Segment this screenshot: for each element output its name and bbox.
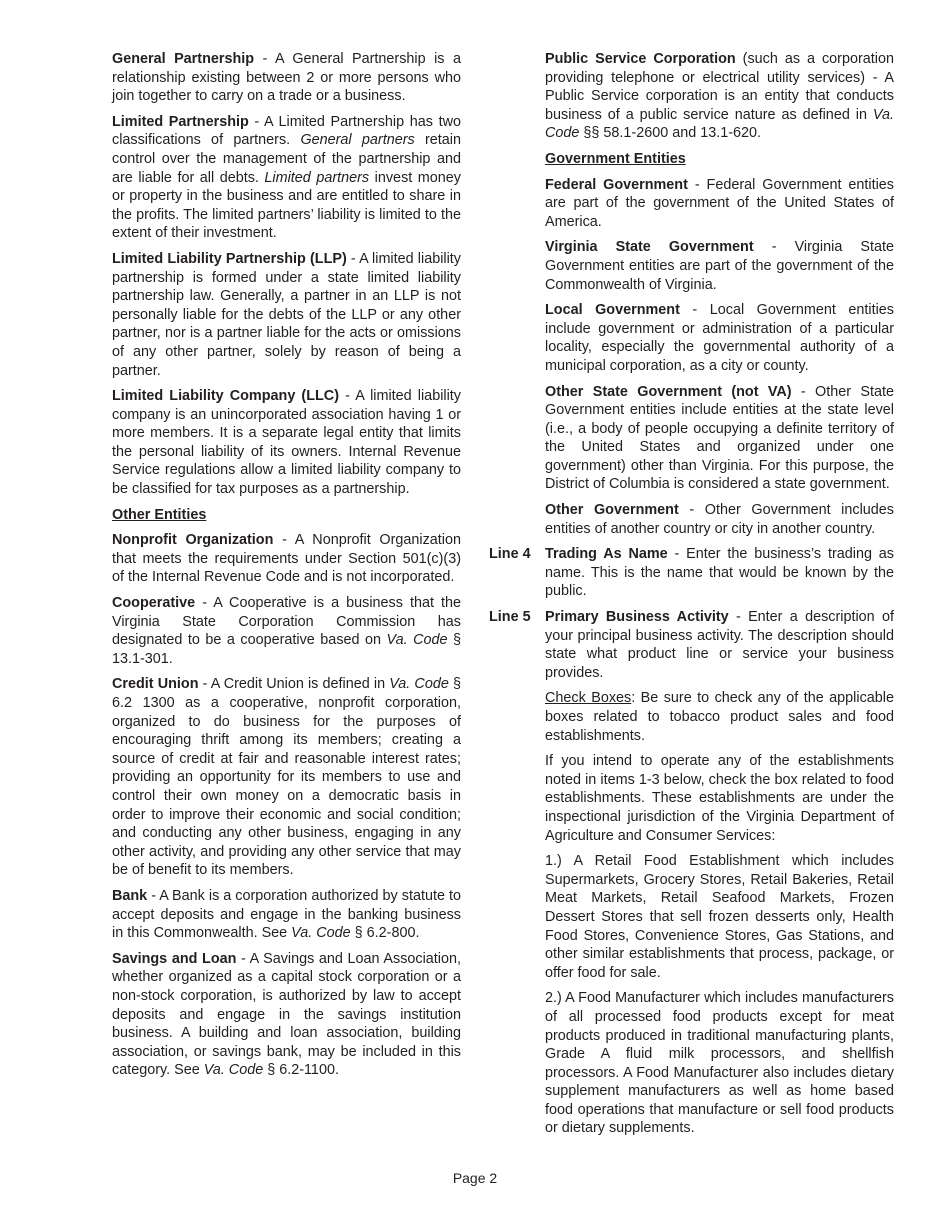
entity-definitions-block [545,50,894,538]
limited-partnership-term: Limited Partnership [112,113,249,130]
limited-partnership-text-3: invest money or property in the business and are entitled to share in the profits. The limited partners’ liability is limited to the extent of their investment. [112,169,461,242]
bank-text-1: - A Bank is a corporation authorized by statute to accept deposits and engage in the banking business in this Commonwealth. See [112,887,461,942]
public-service-text-1: (such as a corporation providing telephone or electrical utility services) - A Public Service corporation is an entity that conducts business of a public service nature as defined in [545,51,894,123]
government-entities-heading: Government Entities [545,150,686,167]
savings-loan-paragraph [112,950,461,1080]
federal-government-text: - Federal Government entities are part of the government of the United States of America. [545,176,894,230]
virginia-government-paragraph [545,238,894,294]
general-partners-italic: General partners [300,132,415,149]
credit-union-term: Credit Union [112,676,199,693]
check-boxes-text: : Be sure to check any of the applicable boxes related to tobacco product sales and food establishments. [545,690,894,744]
bank-paragraph [112,887,461,943]
bank-code-italic: Va. Code [291,925,351,942]
item-1-paragraph: 1.) A Retail Food Establishment which includes Supermarkets, Grocery Stores, Retail Bakeries, Retail Meat Markets, Retail Seafood Markets, Frozen Dessert Stores that sell frozen desserts only, Health Food Stores, Convenience Stores, Gas Stations, and other similar establishments that process, package, or offer food for sale. [545,853,894,981]
llc-term: Limited Liability Company (LLC) [112,388,339,405]
line-5-body [545,608,894,682]
primary-business-activity-text: - Enter a description of your principal business activity. The description should state what product line or service your business provides. [545,609,894,681]
other-entities-heading: Other Entities [112,506,207,523]
nonprofit-text: - A Nonprofit Organization that meets the requirements under Section 501(c)(3) of the Internal Revenue Code and is not incorporated. [112,532,461,586]
trading-as-name-text: - Enter the business’s trading as name. This is the name that would be known by the public. [545,546,894,600]
other-government-term: Other Government [545,502,679,519]
line-5-label: Line 5 [489,609,531,626]
intend-paragraph: If you intend to operate any of the establishments noted in items 1-3 below, check the box related to food establishments. These establishments are under the inspectional jurisdiction of the Virginia Department of Agriculture and Consumer Services: [545,753,894,844]
public-service-code-italic: Va. Code [545,106,894,142]
other-state-government-paragraph [545,383,894,495]
nonprofit-paragraph [112,531,461,587]
line-5-details-block [545,689,894,1138]
llc-text: - A limited liability company is an unincorporated association having 1 or more members. It is a separate legal entity that limits the personal liability of its owners. Internal Revenue Service regulations allow a limited liability company to be classified for tax purposes as a partnership. [112,388,461,498]
trading-as-name-term: Trading As Name [545,546,668,563]
general-partnership-text: - A General Partnership is a relationship existing between 2 or more persons who join together to carry on a trade or a business. [112,51,461,105]
line-5-row [489,608,894,682]
line-4-row [489,545,894,601]
cooperative-text-2: § 13.1-301. [112,632,461,667]
general-partnership-paragraph [112,50,461,106]
public-service-text-2: §§ 58.1-2600 and 13.1-620. [579,125,762,142]
virginia-government-text: - Virginia State Government entities are part of the government of the Commonwealth of Virginia. [545,239,895,293]
bank-text-2: § 6.2-800. [350,925,420,942]
item-2-paragraph: 2.) A Food Manufacturer which includes manufacturers of all processed food products except for meat products produced in traditional manufacturing plants, Grade A fluid milk processors, and shellfish processors. A Food Manufacturer also includes dietary supplement manufacturers as well as home based food operations that manufacture or sell food products or dietary supplements. [545,990,894,1137]
nonprofit-term: Nonprofit Organization [112,532,274,549]
federal-government-term: Federal Government [545,176,688,193]
check-boxes-term: Check Boxes [545,690,632,707]
other-government-paragraph [545,501,894,538]
llc-paragraph [112,387,461,499]
page-number: Page 2 [452,1170,498,1186]
bank-term: Bank [112,887,148,904]
public-service-term: Public Service Corporation [545,51,736,67]
savings-loan-code-italic: Va. Code [203,1062,264,1079]
federal-government-paragraph [545,176,894,232]
credit-union-code-italic: Va. Code [389,676,449,693]
local-government-text: - Local Government entities include government or administration of a particular locality, especially the governmental authority of a municipal corporation, as a city or county. [545,302,894,374]
general-partnership-term: General Partnership [112,51,255,67]
right-column [489,50,894,1145]
line-4-body [545,545,894,601]
savings-loan-text-1: - A Savings and Loan Association, whether organized as a capital stock corporation or a non-stock corporation, is authorized by law to accept deposits and engage in the savings institution business. A building and loan association, building association, or savings bank, may be included in this category. See [112,950,461,1079]
limited-partners-italic: Limited partners [264,169,370,186]
llp-paragraph [112,250,461,380]
cooperative-code-italic: Va. Code [386,632,448,649]
cooperative-paragraph [112,594,461,668]
credit-union-paragraph [112,675,461,880]
local-government-paragraph [545,301,894,375]
public-service-paragraph [545,50,894,143]
limited-partnership-text-1: - A Limited Partnership has two classifications of partners. [112,113,461,149]
local-government-term: Local Government [545,302,680,319]
other-state-government-text: - Other State Government entities include entities at the state level (i.e., a body of people occupying a definite territory of the United States and organized under one government) other than Virginia. For this purpose, the District of Columbia is considered a state government. [545,383,894,493]
left-column [112,50,461,1087]
virginia-government-term: Virginia State Government [545,239,754,256]
check-boxes-paragraph [545,689,894,745]
llp-term: Limited Liability Partnership (LLP) [112,250,347,267]
credit-union-text-1: - A Credit Union is defined in [198,676,390,693]
limited-partnership-paragraph [112,113,461,243]
other-state-government-term: Other State Government (not VA) [545,383,792,400]
other-government-text: - Other Government includes entities of another country or city in another country. [545,502,894,537]
limited-partnership-text-2: retain control over the management of the partnership and are liable for all debts. [112,132,462,186]
cooperative-text-1: - A Cooperative is a business that the Virginia State Corporation Commission has designated to be a cooperative based on [112,595,461,649]
line-4-label: Line 4 [489,546,531,563]
primary-business-activity-term: Primary Business Activity [545,609,729,626]
savings-loan-term: Savings and Loan [112,950,237,967]
credit-union-text-2: § 6.2 1300 as a cooperative, nonprofit corporation, organized to do business for the purposes of encouraging thrift among its members; creating a source of credit at fair and reasonable interest rates; providing an opportunity for its members to use and control their own money on a democratic basis in order to improve their economic and social condition; and conducting any other business, engaging in any other activity, and providing any other service that may be of benefit to its members. [112,676,461,879]
cooperative-term: Cooperative [112,595,196,612]
llp-text: - A limited liability partnership is formed under a state limited liability partnership law. Generally, a partner in an LLP is not personally liable for the debts of the LLP or any other partner, nor is a partner liable for the acts or omissions of any other partner, solely by reason of being a partner. [112,250,461,379]
savings-loan-text-2: § 6.2-1100. [263,1062,339,1079]
